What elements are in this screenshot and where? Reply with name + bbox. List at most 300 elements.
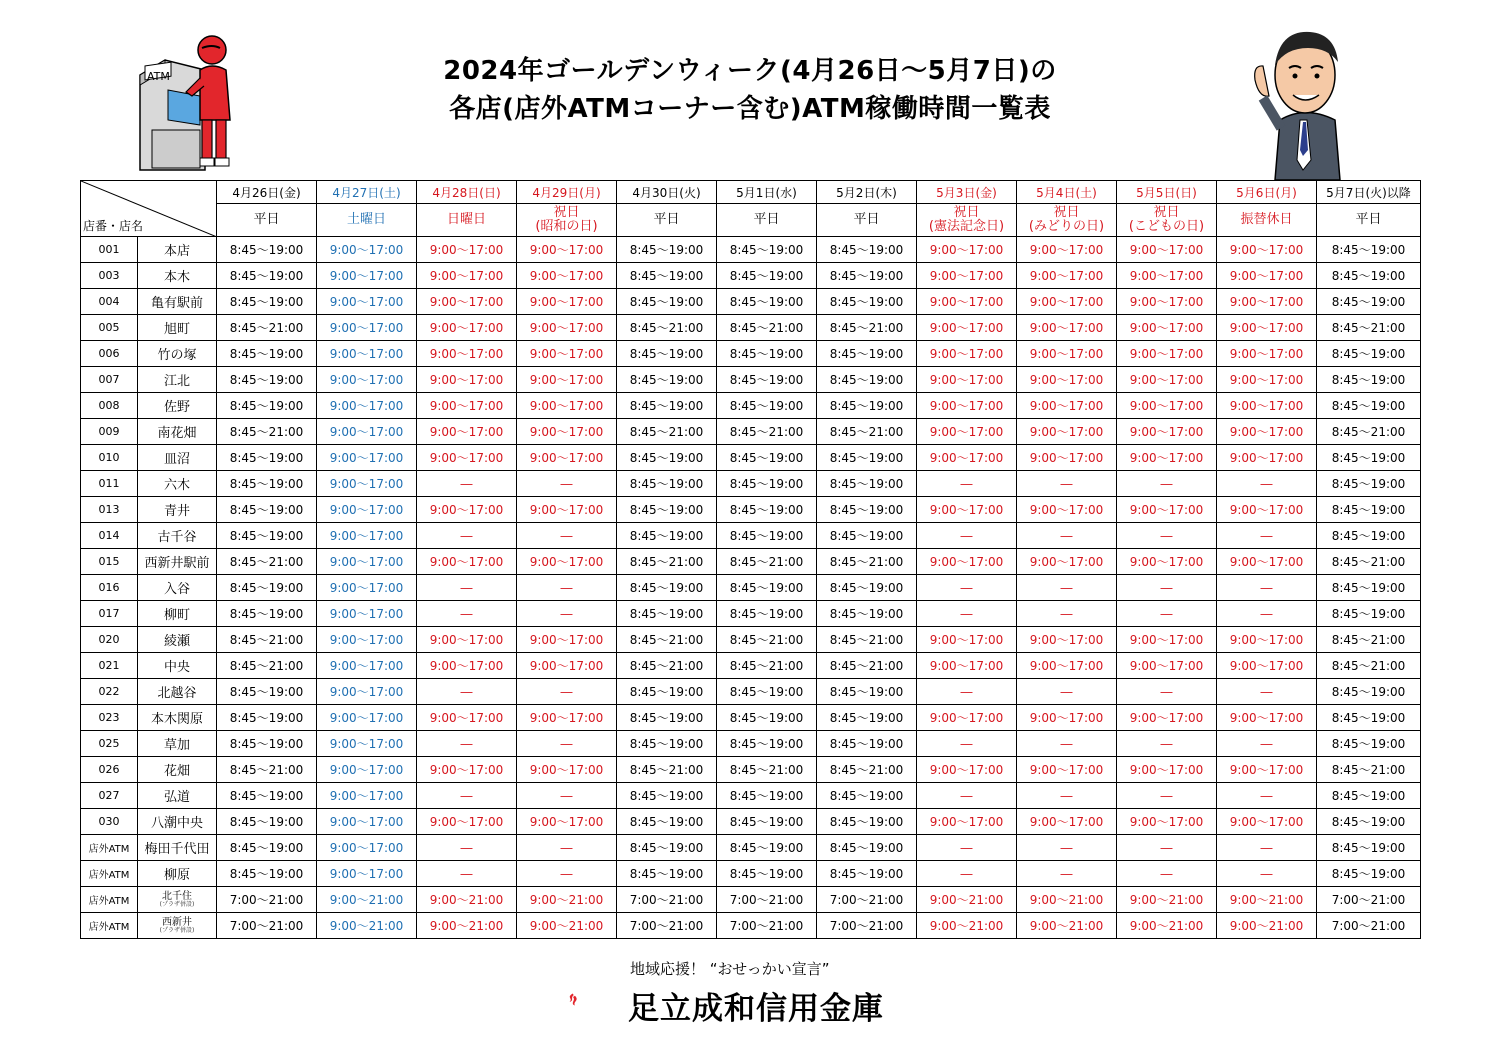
hours-cell: 8:45～21:00: [217, 419, 317, 445]
holiday-name: (昭和の日): [535, 219, 598, 234]
hours-cell: 9:00～17:00: [1017, 653, 1117, 679]
hours-cell: 9:00～17:00: [1117, 653, 1217, 679]
hours-cell: ―: [417, 523, 517, 549]
hours-cell: 9:00～17:00: [1117, 627, 1217, 653]
hours-cell: 8:45～19:00: [1317, 237, 1421, 263]
hours-cell: 9:00～17:00: [917, 419, 1017, 445]
hours-cell: 8:45～19:00: [217, 471, 317, 497]
column-date-8: 5月4日(土): [1017, 181, 1117, 204]
hours-cell: ―: [917, 783, 1017, 809]
hours-cell: 8:45～19:00: [817, 237, 917, 263]
table-row: [81, 549, 1421, 575]
branch-code: 005: [81, 315, 138, 341]
hours-cell: ―: [1117, 731, 1217, 757]
hours-cell: 8:45～19:00: [617, 445, 717, 471]
table-row: [81, 289, 1421, 315]
hours-cell: 8:45～19:00: [217, 731, 317, 757]
hours-cell: ―: [1017, 835, 1117, 861]
hours-cell: 8:45～19:00: [717, 367, 817, 393]
hours-cell: ―: [1217, 601, 1317, 627]
column-date-6: 5月2日(木): [817, 181, 917, 204]
branch-code: 026: [81, 757, 138, 783]
table-row: [81, 809, 1421, 835]
holiday-name: (こどもの日): [1128, 219, 1205, 234]
businessman-illustration: [1245, 20, 1365, 180]
hours-cell: 9:00～21:00: [1017, 887, 1117, 913]
table-row: [81, 237, 1421, 263]
hours-cell: 8:45～19:00: [717, 835, 817, 861]
hours-cell: 9:00～17:00: [317, 575, 417, 601]
hours-cell: 9:00～17:00: [517, 627, 617, 653]
branch-name: 北越谷: [138, 679, 217, 705]
hours-cell: 8:45～21:00: [1317, 653, 1421, 679]
hours-cell: 8:45～19:00: [817, 367, 917, 393]
hours-cell: 8:45～19:00: [217, 523, 317, 549]
hours-cell: ―: [1217, 575, 1317, 601]
hours-cell: ―: [917, 471, 1017, 497]
branch-name: 花畑: [138, 757, 217, 783]
hours-cell: ―: [1117, 861, 1217, 887]
hours-cell: 8:45～19:00: [1317, 705, 1421, 731]
column-daytype-7: [917, 204, 1017, 237]
hours-cell: 8:45～19:00: [717, 497, 817, 523]
hours-cell: 8:45～19:00: [617, 575, 717, 601]
hours-cell: 8:45～19:00: [1317, 679, 1421, 705]
hours-cell: ―: [917, 523, 1017, 549]
hours-cell: 9:00～17:00: [1117, 289, 1217, 315]
hours-cell: ―: [1017, 861, 1117, 887]
hours-cell: 9:00～17:00: [317, 757, 417, 783]
branch-name: 本木関原: [138, 705, 217, 731]
hours-cell: 9:00～17:00: [517, 237, 617, 263]
hours-cell: ―: [517, 471, 617, 497]
branch-code: 010: [81, 445, 138, 471]
hours-cell: 8:45～19:00: [817, 289, 917, 315]
hours-cell: 8:45～19:00: [617, 601, 717, 627]
hours-cell: 7:00～21:00: [217, 913, 317, 939]
branch-name: 佐野: [138, 393, 217, 419]
hours-cell: 9:00～17:00: [1017, 627, 1117, 653]
column-date-5: 5月1日(水): [717, 181, 817, 204]
hours-cell: 8:45～21:00: [817, 757, 917, 783]
hours-cell: ―: [1117, 679, 1217, 705]
hours-cell: 9:00～21:00: [1017, 913, 1117, 939]
hours-cell: 9:00～17:00: [317, 471, 417, 497]
hours-cell: 9:00～17:00: [317, 627, 417, 653]
branch-name: 亀有駅前: [138, 289, 217, 315]
hours-cell: 8:45～19:00: [717, 237, 817, 263]
hours-cell: 9:00～17:00: [317, 289, 417, 315]
branch-name: [138, 913, 217, 939]
hours-cell: 8:45～19:00: [217, 393, 317, 419]
hours-cell: 7:00～21:00: [617, 887, 717, 913]
hours-cell: 9:00～17:00: [1017, 419, 1117, 445]
table-row: [81, 757, 1421, 783]
branch-name: 綾瀬: [138, 627, 217, 653]
hours-cell: 8:45～19:00: [1317, 367, 1421, 393]
column-daytype-4: [617, 204, 717, 237]
hours-cell: 8:45～21:00: [817, 419, 917, 445]
hours-cell: 9:00～17:00: [917, 627, 1017, 653]
hours-cell: 9:00～17:00: [1017, 341, 1117, 367]
branch-code: 006: [81, 341, 138, 367]
hours-cell: 9:00～17:00: [917, 705, 1017, 731]
hours-cell: ―: [517, 783, 617, 809]
hours-cell: 7:00～21:00: [817, 887, 917, 913]
daytype-label: 平日: [753, 212, 780, 227]
hours-cell: 9:00～17:00: [517, 315, 617, 341]
hours-cell: ―: [1217, 783, 1317, 809]
hours-cell: 8:45～19:00: [217, 679, 317, 705]
column-date-0: 4月26日(金): [217, 181, 317, 204]
hours-cell: 8:45～21:00: [817, 315, 917, 341]
hours-cell: 8:45～19:00: [217, 237, 317, 263]
hours-cell: 9:00～17:00: [1217, 757, 1317, 783]
hours-cell: ―: [517, 575, 617, 601]
branch-code: 022: [81, 679, 138, 705]
hours-cell: 9:00～17:00: [317, 367, 417, 393]
hours-cell: 8:45～19:00: [217, 861, 317, 887]
daytype-label: 日曜日: [446, 212, 486, 227]
column-date-3: 4月29日(月): [517, 181, 617, 204]
hours-cell: 9:00～17:00: [1117, 809, 1217, 835]
branch-name: 江北: [138, 367, 217, 393]
hours-cell: 8:45～19:00: [617, 367, 717, 393]
hours-cell: 9:00～17:00: [917, 263, 1017, 289]
hours-cell: 7:00～21:00: [717, 913, 817, 939]
hours-cell: 8:45～19:00: [717, 341, 817, 367]
branch-code: 店外ATM: [81, 861, 138, 887]
daytype-label: 土曜日: [346, 212, 386, 227]
table-row: [81, 367, 1421, 393]
page-title-line1: 2024年ゴールデンウィーク(4月26日～5月7日)の: [443, 56, 1057, 86]
branch-name: 六木: [138, 471, 217, 497]
hours-cell: 8:45～21:00: [1317, 419, 1421, 445]
hours-cell: 9:00～17:00: [517, 757, 617, 783]
daytype-label: 祝日: [553, 205, 580, 220]
hours-cell: 8:45～19:00: [717, 523, 817, 549]
hours-cell: 9:00～17:00: [517, 419, 617, 445]
column-daytype-2: [417, 204, 517, 237]
hours-cell: ―: [1217, 523, 1317, 549]
hours-cell: 8:45～19:00: [1317, 341, 1421, 367]
branch-name-main: 北千住: [162, 891, 192, 902]
branch-name: 本店: [138, 237, 217, 263]
hours-cell: 8:45～19:00: [217, 705, 317, 731]
hours-cell: 9:00～17:00: [917, 341, 1017, 367]
hours-cell: ―: [917, 575, 1017, 601]
hours-cell: 8:45～19:00: [617, 471, 717, 497]
hours-cell: 9:00～17:00: [417, 237, 517, 263]
hours-cell: 9:00～21:00: [1117, 913, 1217, 939]
hours-cell: 9:00～17:00: [1017, 809, 1117, 835]
atm-sign-text: ATM: [147, 70, 170, 83]
hours-cell: 9:00～17:00: [1117, 341, 1217, 367]
hours-cell: 9:00～17:00: [417, 653, 517, 679]
branch-name: [138, 887, 217, 913]
hours-cell: 8:45～19:00: [217, 809, 317, 835]
hours-cell: ―: [1017, 471, 1117, 497]
table-row: [81, 393, 1421, 419]
branch-name: 中央: [138, 653, 217, 679]
hours-cell: 8:45～19:00: [817, 783, 917, 809]
table-row: [81, 653, 1421, 679]
branch-code: 017: [81, 601, 138, 627]
hours-cell: 8:45～19:00: [717, 705, 817, 731]
hours-cell: 9:00～17:00: [517, 445, 617, 471]
hours-cell: 9:00～17:00: [517, 367, 617, 393]
hours-cell: ―: [1117, 835, 1217, 861]
hours-cell: 8:45～21:00: [817, 627, 917, 653]
hours-cell: 9:00～17:00: [517, 497, 617, 523]
hours-cell: 8:45～21:00: [217, 627, 317, 653]
hours-cell: 9:00～17:00: [317, 679, 417, 705]
hours-cell: 7:00～21:00: [617, 913, 717, 939]
hours-cell: 8:45～19:00: [717, 289, 817, 315]
column-daytype-11: [1317, 204, 1421, 237]
hours-cell: 8:45～19:00: [817, 601, 917, 627]
hours-cell: ―: [917, 861, 1017, 887]
hours-cell: 9:00～17:00: [1117, 419, 1217, 445]
hours-cell: 9:00～17:00: [1217, 809, 1317, 835]
hours-cell: 9:00～17:00: [417, 497, 517, 523]
hours-cell: 9:00～17:00: [417, 627, 517, 653]
corner-label: 店番・店名: [83, 219, 144, 233]
branch-code: 店外ATM: [81, 887, 138, 913]
hours-cell: 9:00～17:00: [1117, 445, 1217, 471]
column-daytype-0: [217, 204, 317, 237]
hours-cell: 8:45～19:00: [717, 601, 817, 627]
hours-cell: ―: [917, 679, 1017, 705]
table-row: [81, 627, 1421, 653]
hours-cell: 8:45～21:00: [617, 757, 717, 783]
hours-cell: 8:45～19:00: [617, 861, 717, 887]
page-title-line2: 各店(店外ATMコーナー含む)ATM稼働時間一覧表: [449, 94, 1051, 124]
hours-cell: 8:45～19:00: [1317, 289, 1421, 315]
hours-cell: 8:45～21:00: [717, 653, 817, 679]
hours-cell: 8:45～21:00: [717, 419, 817, 445]
column-daytype-9: [1117, 204, 1217, 237]
hours-cell: 9:00～17:00: [1217, 341, 1317, 367]
hours-cell: 8:45～19:00: [217, 263, 317, 289]
branch-name: 入谷: [138, 575, 217, 601]
hours-cell: 9:00～17:00: [1117, 315, 1217, 341]
hours-cell: 9:00～17:00: [1217, 445, 1317, 471]
hours-cell: 8:45～19:00: [617, 731, 717, 757]
hours-cell: 9:00～17:00: [917, 809, 1017, 835]
hours-cell: 8:45～21:00: [617, 653, 717, 679]
branch-code: 001: [81, 237, 138, 263]
hours-cell: 9:00～21:00: [517, 913, 617, 939]
daytype-label: 祝日: [1053, 205, 1080, 220]
hours-cell: ―: [417, 861, 517, 887]
hours-cell: ―: [1017, 575, 1117, 601]
hours-cell: ―: [417, 731, 517, 757]
hours-cell: 9:00～17:00: [1117, 705, 1217, 731]
hours-cell: ―: [1017, 601, 1117, 627]
hours-cell: 8:45～19:00: [817, 679, 917, 705]
hours-cell: 9:00～17:00: [1017, 289, 1117, 315]
hours-cell: 9:00～21:00: [317, 913, 417, 939]
hours-cell: 9:00～17:00: [317, 237, 417, 263]
hours-cell: 9:00～17:00: [917, 653, 1017, 679]
hours-cell: 9:00～17:00: [517, 809, 617, 835]
hours-cell: 9:00～17:00: [317, 341, 417, 367]
hours-cell: 9:00～17:00: [1017, 549, 1117, 575]
hours-cell: 8:45～19:00: [617, 809, 717, 835]
column-date-1: 4月27日(土): [317, 181, 417, 204]
daytype-label: 平日: [253, 212, 280, 227]
hours-cell: 8:45～19:00: [817, 835, 917, 861]
hours-cell: 7:00～21:00: [217, 887, 317, 913]
hours-cell: 8:45～19:00: [1317, 445, 1421, 471]
hours-cell: 9:00～21:00: [417, 887, 517, 913]
hours-cell: ―: [517, 731, 617, 757]
holiday-name: (憲法記念日): [928, 219, 1005, 234]
hours-cell: 7:00～21:00: [1317, 887, 1421, 913]
hours-cell: 9:00～17:00: [1117, 549, 1217, 575]
hours-cell: 8:45～19:00: [617, 341, 717, 367]
hours-cell: 8:45～19:00: [817, 575, 917, 601]
daytype-label: 平日: [653, 212, 680, 227]
branch-code: 013: [81, 497, 138, 523]
hours-cell: 7:00～21:00: [717, 887, 817, 913]
hours-cell: 8:45～19:00: [617, 263, 717, 289]
hours-cell: 8:45～21:00: [1317, 757, 1421, 783]
hours-cell: 9:00～17:00: [417, 367, 517, 393]
branch-name: 弘道: [138, 783, 217, 809]
hours-cell: 8:45～21:00: [1317, 627, 1421, 653]
hours-cell: 9:00～17:00: [1217, 393, 1317, 419]
column-daytype-10: [1217, 204, 1317, 237]
hours-cell: 9:00～17:00: [317, 393, 417, 419]
column-date-4: 4月30日(火): [617, 181, 717, 204]
hours-cell: 8:45～19:00: [1317, 497, 1421, 523]
hours-cell: 9:00～17:00: [317, 315, 417, 341]
hours-cell: 8:45～19:00: [817, 809, 917, 835]
column-date-9: 5月5日(日): [1117, 181, 1217, 204]
hours-cell: 8:45～19:00: [217, 497, 317, 523]
hours-cell: 8:45～19:00: [717, 393, 817, 419]
hours-cell: 8:45～21:00: [617, 627, 717, 653]
footer-slogan: 地域応援！ “おせっかい宣言”: [630, 960, 830, 978]
hours-cell: 9:00～17:00: [517, 549, 617, 575]
hours-cell: 8:45～19:00: [1317, 835, 1421, 861]
table-row: [81, 835, 1421, 861]
hours-cell: 9:00～17:00: [1217, 705, 1317, 731]
column-daytype-5: [717, 204, 817, 237]
hours-cell: 8:45～19:00: [1317, 523, 1421, 549]
branch-code: 025: [81, 731, 138, 757]
hours-cell: 9:00～17:00: [517, 705, 617, 731]
hours-cell: 9:00～21:00: [1117, 887, 1217, 913]
hours-cell: 8:45～19:00: [217, 601, 317, 627]
table-row: [81, 471, 1421, 497]
hours-cell: 9:00～17:00: [1017, 757, 1117, 783]
hours-cell: 9:00～17:00: [1217, 289, 1317, 315]
hours-cell: 8:45～21:00: [217, 757, 317, 783]
hours-cell: 9:00～17:00: [1217, 263, 1317, 289]
hours-cell: 9:00～17:00: [1217, 653, 1317, 679]
hours-cell: 9:00～17:00: [417, 419, 517, 445]
branch-code: 009: [81, 419, 138, 445]
hours-cell: 9:00～17:00: [417, 341, 517, 367]
hours-cell: ―: [517, 835, 617, 861]
hours-cell: 9:00～21:00: [417, 913, 517, 939]
branch-code: 014: [81, 523, 138, 549]
hours-cell: 8:45～19:00: [817, 263, 917, 289]
hours-cell: 9:00～17:00: [317, 419, 417, 445]
hours-cell: 9:00～17:00: [417, 289, 517, 315]
hours-cell: ―: [1117, 471, 1217, 497]
hours-cell: 8:45～21:00: [217, 315, 317, 341]
hours-cell: 9:00～17:00: [317, 497, 417, 523]
hours-cell: 8:45～21:00: [617, 549, 717, 575]
hours-cell: 9:00～17:00: [1217, 497, 1317, 523]
hours-cell: 9:00～17:00: [1117, 237, 1217, 263]
hours-cell: 8:45～21:00: [217, 653, 317, 679]
hours-cell: 9:00～17:00: [1017, 315, 1117, 341]
hours-cell: 9:00～17:00: [417, 549, 517, 575]
table-row: [81, 445, 1421, 471]
hours-cell: 8:45～19:00: [1317, 263, 1421, 289]
branch-code: 030: [81, 809, 138, 835]
hours-cell: ―: [1017, 731, 1117, 757]
hours-cell: 9:00～17:00: [317, 653, 417, 679]
hours-cell: ―: [1117, 575, 1217, 601]
column-date-7: 5月3日(金): [917, 181, 1017, 204]
hours-cell: ―: [1217, 731, 1317, 757]
hours-cell: 8:45～19:00: [617, 237, 717, 263]
hours-cell: 8:45～19:00: [1317, 783, 1421, 809]
branch-code: 008: [81, 393, 138, 419]
hours-cell: 9:00～17:00: [917, 549, 1017, 575]
hours-cell: ―: [1017, 523, 1117, 549]
hours-cell: ―: [917, 835, 1017, 861]
branch-code: 020: [81, 627, 138, 653]
hours-cell: ―: [1017, 783, 1117, 809]
hours-cell: 9:00～17:00: [1217, 419, 1317, 445]
hours-cell: 9:00～17:00: [1217, 237, 1317, 263]
hours-cell: 9:00～17:00: [917, 497, 1017, 523]
hours-cell: 8:45～19:00: [717, 575, 817, 601]
holiday-name: (みどりの日): [1028, 219, 1105, 234]
column-date-10: 5月6日(月): [1217, 181, 1317, 204]
hours-cell: 8:45～19:00: [617, 835, 717, 861]
branch-code: 007: [81, 367, 138, 393]
hours-cell: 8:45～19:00: [217, 575, 317, 601]
hours-cell: 8:45～21:00: [717, 757, 817, 783]
branch-name: 西新井駅前: [138, 549, 217, 575]
branch-code: 016: [81, 575, 138, 601]
hours-cell: 8:45～19:00: [1317, 575, 1421, 601]
hours-cell: 9:00～17:00: [1017, 237, 1117, 263]
hours-cell: 9:00～21:00: [317, 887, 417, 913]
hours-cell: ―: [1217, 471, 1317, 497]
hours-cell: 8:45～21:00: [717, 627, 817, 653]
hours-cell: 8:45～19:00: [1317, 471, 1421, 497]
hours-cell: 8:45～19:00: [717, 783, 817, 809]
hours-cell: 8:45～19:00: [617, 393, 717, 419]
branch-name: 旭町: [138, 315, 217, 341]
hours-cell: ―: [1217, 679, 1317, 705]
hours-cell: 9:00～17:00: [417, 315, 517, 341]
table-row: [81, 341, 1421, 367]
atm-customer-illustration: [130, 30, 250, 175]
branch-name: 本木: [138, 263, 217, 289]
hours-cell: ―: [417, 471, 517, 497]
column-date-11: 5月7日(火)以降: [1317, 181, 1421, 204]
